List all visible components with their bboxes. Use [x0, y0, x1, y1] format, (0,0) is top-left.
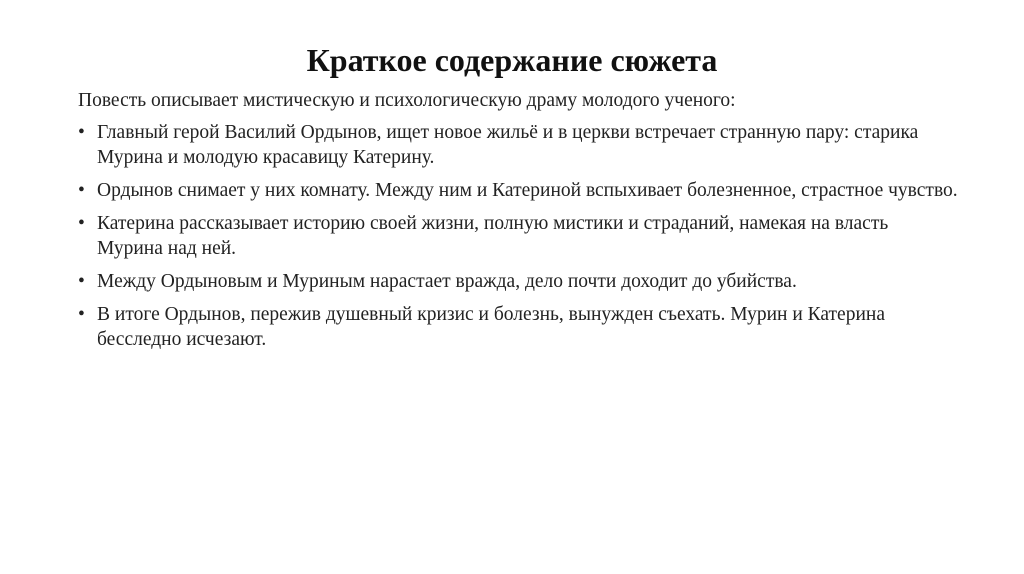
bullet-item [78, 120, 958, 170]
bullet-text: Между Ордыновым и Муриным нарастает вражда, дело почти доходит до убийства. [97, 271, 797, 292]
slide-title: Краткое содержание сюжета [306, 42, 718, 78]
bullet-item [78, 178, 958, 203]
intro-text: Повесть описывает мистическую и психологическую драму молодого ученого: [78, 90, 736, 111]
bullet-text: Катерина рассказывает историю своей жизни, полную мистики и страданий, намекая на власть Мурина над ней. [97, 213, 889, 259]
bullet-text: Главный герой Василий Ордынов, ищет новое жильё и в церкви встречает странную пару: старика Мурина и молодую красавицу Катерину. [97, 122, 919, 168]
bullet-item [78, 211, 958, 261]
bullet-dot-icon: • [78, 122, 85, 143]
bullet-text: В итоге Ордынов, пережив душевный кризис и болезнь, вынужден съехать. Мурин и Катерина бесследно исчезают. [97, 304, 885, 350]
bullet-dot-icon: • [78, 304, 85, 325]
bullet-dot-icon: • [78, 180, 85, 201]
bullet-dot-icon: • [78, 271, 85, 292]
bullet-dot-icon: • [78, 213, 85, 234]
bullet-item [78, 302, 958, 352]
bullet-list [78, 120, 958, 352]
bullet-item [78, 269, 958, 294]
bullet-text: Ордынов снимает у них комнату. Между ним и Катериной вспыхивает болезненное, страстное чувство. [97, 180, 958, 201]
slide-content [78, 88, 958, 360]
